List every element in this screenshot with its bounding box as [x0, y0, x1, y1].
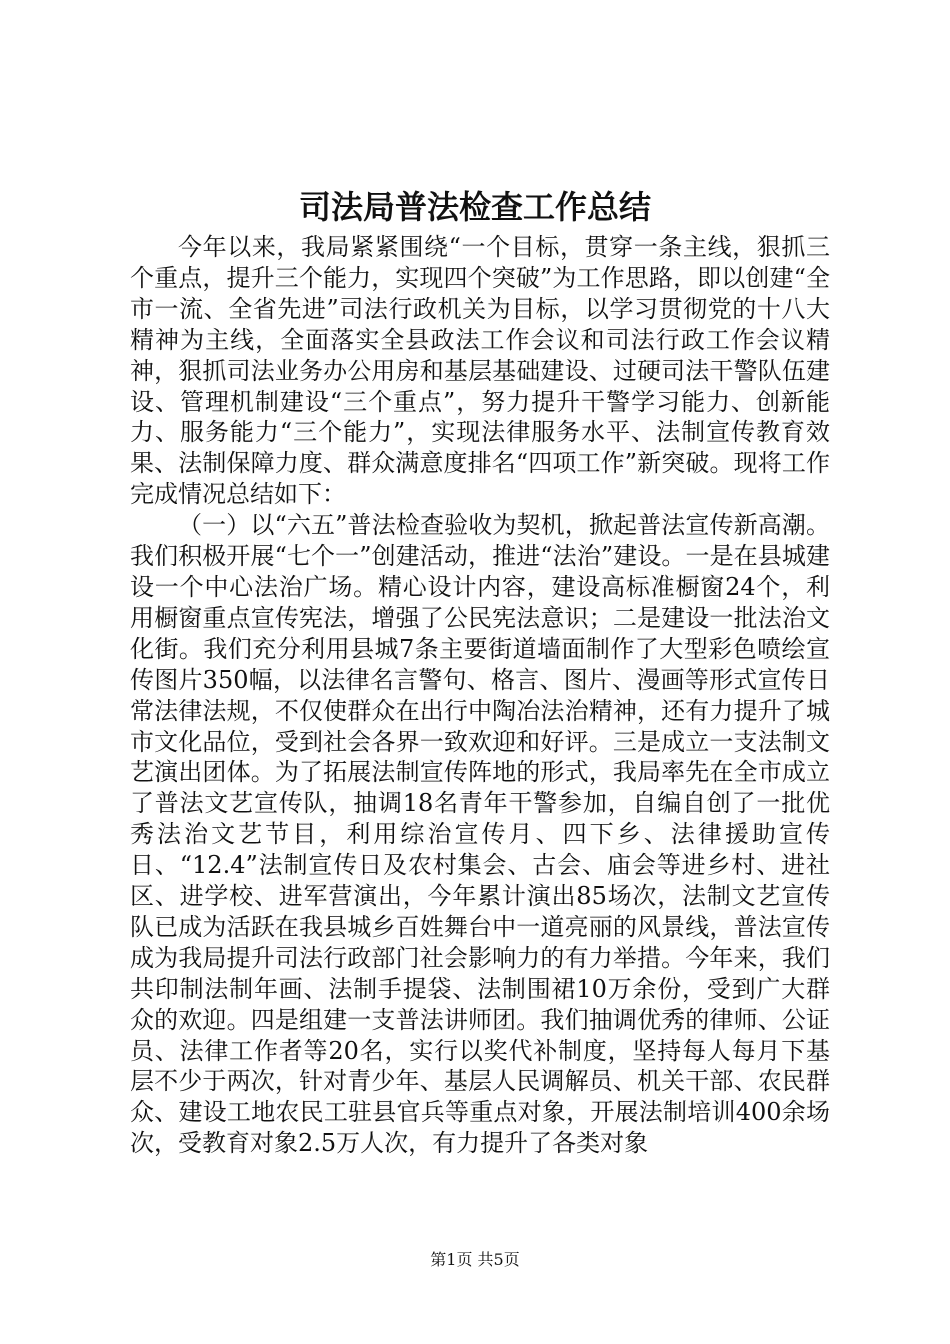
page-number: 第1页 共5页 [430, 1250, 520, 1269]
document-body [130, 232, 830, 1159]
page-title: 司法局普法检查工作总结 [298, 188, 651, 226]
paragraph-intro: 今年以来，我局紧紧围绕“一个目标，贯穿一条主线，狠抓三个重点，提升三个能力，实现四个突破”为工作思路，即以创建“全市一流、全省先进”司法行政机关为目标，以学习贯彻党的十八大精神为主线，全面落实全县政法工作会议和司法行政工作会议精神，狠抓司法业务办公用房和基层基础建设、过硬司法干警队伍建设、管理机制建设“三个重点”，努力提升干警学习能力、创新能力、服务能力“三个能力”，实现法律服务水平、法制宣传教育效果、法制保障力度、群众满意度排名“四项工作”新突破。现将工作完成情况总结如下： [130, 233, 830, 509]
paragraph-section-1: （一）以“六五”普法检查验收为契机，掀起普法宣传新高潮。我们积极开展“七个一”创建活动，推进“法治”建设。一是在县城建设一个中心法治广场。精心设计内容，建设高标准橱窗24个，利用橱窗重点宣传宪法，增强了公民宪法意识；二是建设一批法治文化街。我们充分利用县城7条主要街道墙面制作了大型彩色喷绘宣传图片350幅，以法律名言警句、格言、图片、漫画等形式宣传日常法律法规，不仅使群众在出行中陶冶法治精神，还有力提升了城市文化品位，受到社会各界一致欢迎和好评。三是成立一支法制文艺演出团体。为了拓展法制宣传阵地的形式，我局率先在全市成立了普法文艺宣传队，抽调18名青年干警参加，自编自创了一批优秀法治文艺节目，利用综治宣传月、四下乡、法律援助宣传日、“12.4”法制宣传日及农村集会、古会、庙会等进乡村、进社区、进学校、进军营演出，今年累计演出85场次，法制文艺宣传队已成为活跃在我县城乡百姓舞台中一道亮丽的风景线，普法宣传成为我局提升司法行政部门社会影响力的有力举措。今年来，我们共印制法制年画、法制手提袋、法制围裙10万余份，受到广大群众的欢迎。四是组建一支普法讲师团。我们抽调优秀的律师、公证员、法律工作者等20名，实行以奖代补制度，坚持每人每月下基层不少于两次，针对青少年、基层人民调解员、机关干部、农民群众、建设工地农民工驻县官兵等重点对象，开展法制培训400余场次，受教育对象2.5万人次，有力提升了各类对象 [130, 511, 830, 1158]
